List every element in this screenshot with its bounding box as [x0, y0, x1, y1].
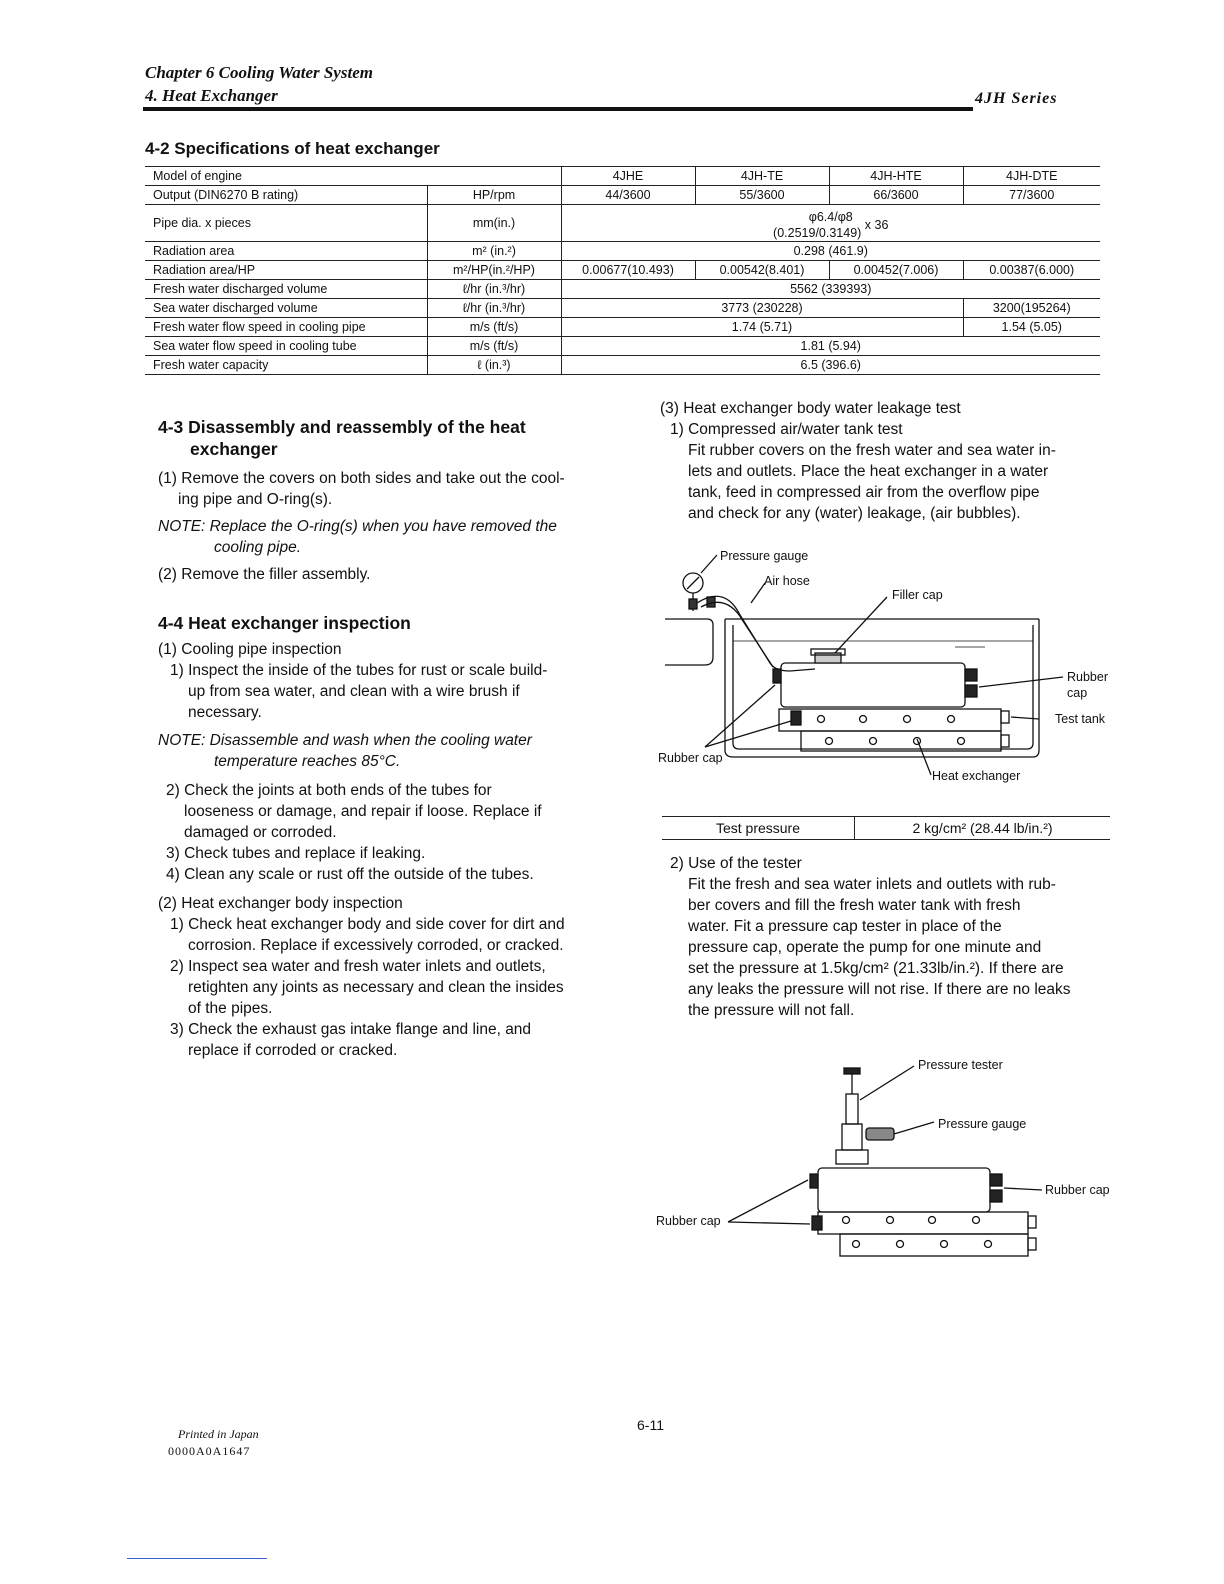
leakage-section: [660, 398, 1115, 524]
cell: 0.00677(10.493): [561, 261, 695, 280]
cell: 6.5 (396.6): [561, 356, 1100, 375]
test-pressure-table: [662, 816, 1110, 840]
row-label: Output (DIN6270 B rating): [145, 186, 427, 205]
model-header: 4JH-TE: [695, 167, 829, 186]
spec-table: [145, 166, 1100, 375]
tester-section: [670, 853, 1115, 1021]
inspection-item-4: 4) Clean any scale or rust off the outside of the tubes.: [166, 866, 534, 883]
table-row: [145, 167, 1100, 186]
row-unit: ℓ/hr (in.³/hr): [427, 280, 561, 299]
row-unit: m/s (ft/s): [427, 318, 561, 337]
pipe-dia-line2: (0.2519/0.3149): [773, 226, 862, 240]
label-rubber-cap-right: Rubber: [1067, 670, 1108, 684]
disassembly-step-2: (2) Remove the filler assembly.: [158, 566, 371, 583]
disassembly-section: [158, 416, 608, 585]
cell: 0.298 (461.9): [561, 242, 1100, 261]
pressure-tester-diagram: [720, 1060, 1120, 1270]
cell: 3200(195264): [963, 299, 1100, 318]
cell: 44/3600: [561, 186, 695, 205]
cooling-pipe-subheading: (1) Cooling pipe inspection: [158, 641, 342, 658]
tester-step-2-text: Fit the fresh and sea water inlets and outlets with rub- ber covers and fill the fresh water tank with fresh water. Fit a pressure cap tester in place of the pressure cap, operate the pump for one minute and set the pressure at 1.5kg/cm² (21.33lb/in.²). If there are any leaks the pressure will not rise. If there are no leaks the pressure will not fall.: [688, 876, 1071, 1019]
label-rubber-cap-right-fig2: Rubber cap: [1045, 1183, 1110, 1197]
label-rubber-cap-right-2: cap: [1067, 686, 1088, 700]
label-heat-exchanger: Heat exchanger: [932, 769, 1021, 783]
body-item-3: 3) Check the exhaust gas intake flange and line, and replace if corroded or cracked.: [170, 1021, 532, 1059]
model-header: 4JH-DTE: [963, 167, 1100, 186]
row-label: Pipe dia. x pieces: [145, 205, 427, 242]
disassembly-heading: 4-3 Disassembly and reassembly of the heat exchanger: [158, 417, 526, 459]
series-label: 4JH Series: [975, 90, 1058, 107]
row-unit: m/s (ft/s): [427, 337, 561, 356]
row-label: Sea water discharged volume: [145, 299, 427, 318]
disassembly-step-1: (1) Remove the covers on both sides and take out the cool- ing pipe and O-ring(s).: [158, 470, 565, 508]
row-label: Fresh water flow speed in cooling pipe: [145, 318, 427, 337]
body-inspection-subheading: (2) Heat exchanger body inspection: [158, 895, 403, 912]
leakage-step-1-text: Fit rubber covers on the fresh water and sea water in- lets and outlets. Place the heat exchanger in a water tank, feed in compressed air from the overflow pipe and check for any (water) leakage, (air bubbles).: [688, 442, 1056, 522]
row-label: Sea water flow speed in cooling tube: [145, 337, 427, 356]
row-unit: ℓ (in.³): [427, 356, 561, 375]
table-row: [145, 261, 1100, 280]
table-row: [662, 817, 1110, 840]
inspection-heading: 4-4 Heat exchanger inspection: [158, 613, 411, 633]
inspection-section: [158, 612, 608, 1061]
inspection-item-2: 2) Check the joints at both ends of the tubes for looseness or damage, and repair if loose. Replace if damaged or corroded.: [166, 782, 542, 841]
table-row: [145, 318, 1100, 337]
row-unit: m²/HP(in.²/HP): [427, 261, 561, 280]
label-rubber-cap-left-fig2: Rubber cap: [656, 1214, 721, 1228]
row-label: Fresh water discharged volume: [145, 280, 427, 299]
chapter-title: Chapter 6 Cooling Water System: [145, 63, 373, 82]
pipe-dia-line1: φ6.4/φ8: [808, 210, 853, 224]
cell: 0.00452(7.006): [829, 261, 963, 280]
header-rule: [143, 107, 973, 111]
body-item-1: 1) Check heat exchanger body and side cover for dirt and corrosion. Replace if excessively corroded, or cracked.: [170, 916, 565, 954]
cell: 5562 (339393): [561, 280, 1100, 299]
row-unit: m² (in.²): [427, 242, 561, 261]
inspection-item-3: 3) Check tubes and replace if leaking.: [166, 845, 426, 862]
tank-test-diagram: [655, 545, 1125, 795]
test-pressure-label: Test pressure: [662, 817, 855, 840]
cell: 1.54 (5.05): [963, 318, 1100, 337]
label-filler-cap: Filler cap: [892, 588, 943, 602]
table-row: [145, 242, 1100, 261]
label-test-tank: Test tank: [1055, 712, 1106, 726]
row-unit: HP/rpm: [427, 186, 561, 205]
label-pressure-gauge-2: Pressure gauge: [938, 1117, 1027, 1131]
printed-in: Printed in Japan: [178, 1427, 259, 1441]
inspection-item-1: 1) Inspect the inside of the tubes for rust or scale build- up from sea water, and clean with a wire brush if necessary.: [170, 662, 548, 721]
pipe-dia-suffix: x 36: [864, 218, 889, 232]
cell: 3773 (230228): [561, 299, 963, 318]
cell: 0.00387(6.000): [963, 261, 1100, 280]
label-pressure-tester: Pressure tester: [918, 1058, 1003, 1072]
cell: 0.00542(8.401): [695, 261, 829, 280]
label-rubber-cap-left: Rubber cap: [658, 751, 723, 765]
cell: 1.81 (5.94): [561, 337, 1100, 356]
table-row: [145, 186, 1100, 205]
test-pressure-value: 2 kg/cm² (28.44 lb/in.²): [855, 817, 1111, 840]
row-label: Fresh water capacity: [145, 356, 427, 375]
footer-line: [127, 1558, 267, 1559]
table-row: [145, 337, 1100, 356]
table-row: [145, 205, 1100, 242]
table-row: [145, 280, 1100, 299]
cell: 55/3600: [695, 186, 829, 205]
cell: [561, 205, 1100, 242]
cell: 77/3600: [963, 186, 1100, 205]
inspection-note: NOTE: Disassemble and wash when the cooling water temperature reaches 85°C.: [158, 732, 532, 770]
disassembly-note: NOTE: Replace the O-ring(s) when you have removed the cooling pipe.: [158, 518, 557, 556]
body-item-2: 2) Inspect sea water and fresh water inlets and outlets, retighten any joints as necessary and clean the insides of the pipes.: [170, 958, 564, 1017]
leakage-step-1: 1) Compressed air/water tank test: [670, 421, 903, 438]
row-label: Radiation area: [145, 242, 427, 261]
label-pressure-gauge: Pressure gauge: [720, 549, 809, 563]
page-number: 6-11: [637, 1417, 664, 1433]
table-row: [145, 299, 1100, 318]
cell: 1.74 (5.71): [561, 318, 963, 337]
document-code: 0000A0A1647: [168, 1444, 251, 1458]
section-title: 4. Heat Exchanger: [145, 86, 278, 105]
row-label: Model of engine: [145, 167, 427, 186]
row-unit: ℓ/hr (in.³/hr): [427, 299, 561, 318]
model-header: 4JHE: [561, 167, 695, 186]
label-air-hose: Air hose: [764, 574, 810, 588]
tester-step-2: 2) Use of the tester: [670, 855, 802, 872]
table-row: [145, 356, 1100, 375]
leakage-subheading: (3) Heat exchanger body water leakage test: [660, 400, 961, 417]
row-label: Radiation area/HP: [145, 261, 427, 280]
cell: 66/3600: [829, 186, 963, 205]
spec-heading: 4-2 Specifications of heat exchanger: [145, 139, 440, 158]
row-unit: mm(in.): [427, 205, 561, 242]
model-header: 4JH-HTE: [829, 167, 963, 186]
